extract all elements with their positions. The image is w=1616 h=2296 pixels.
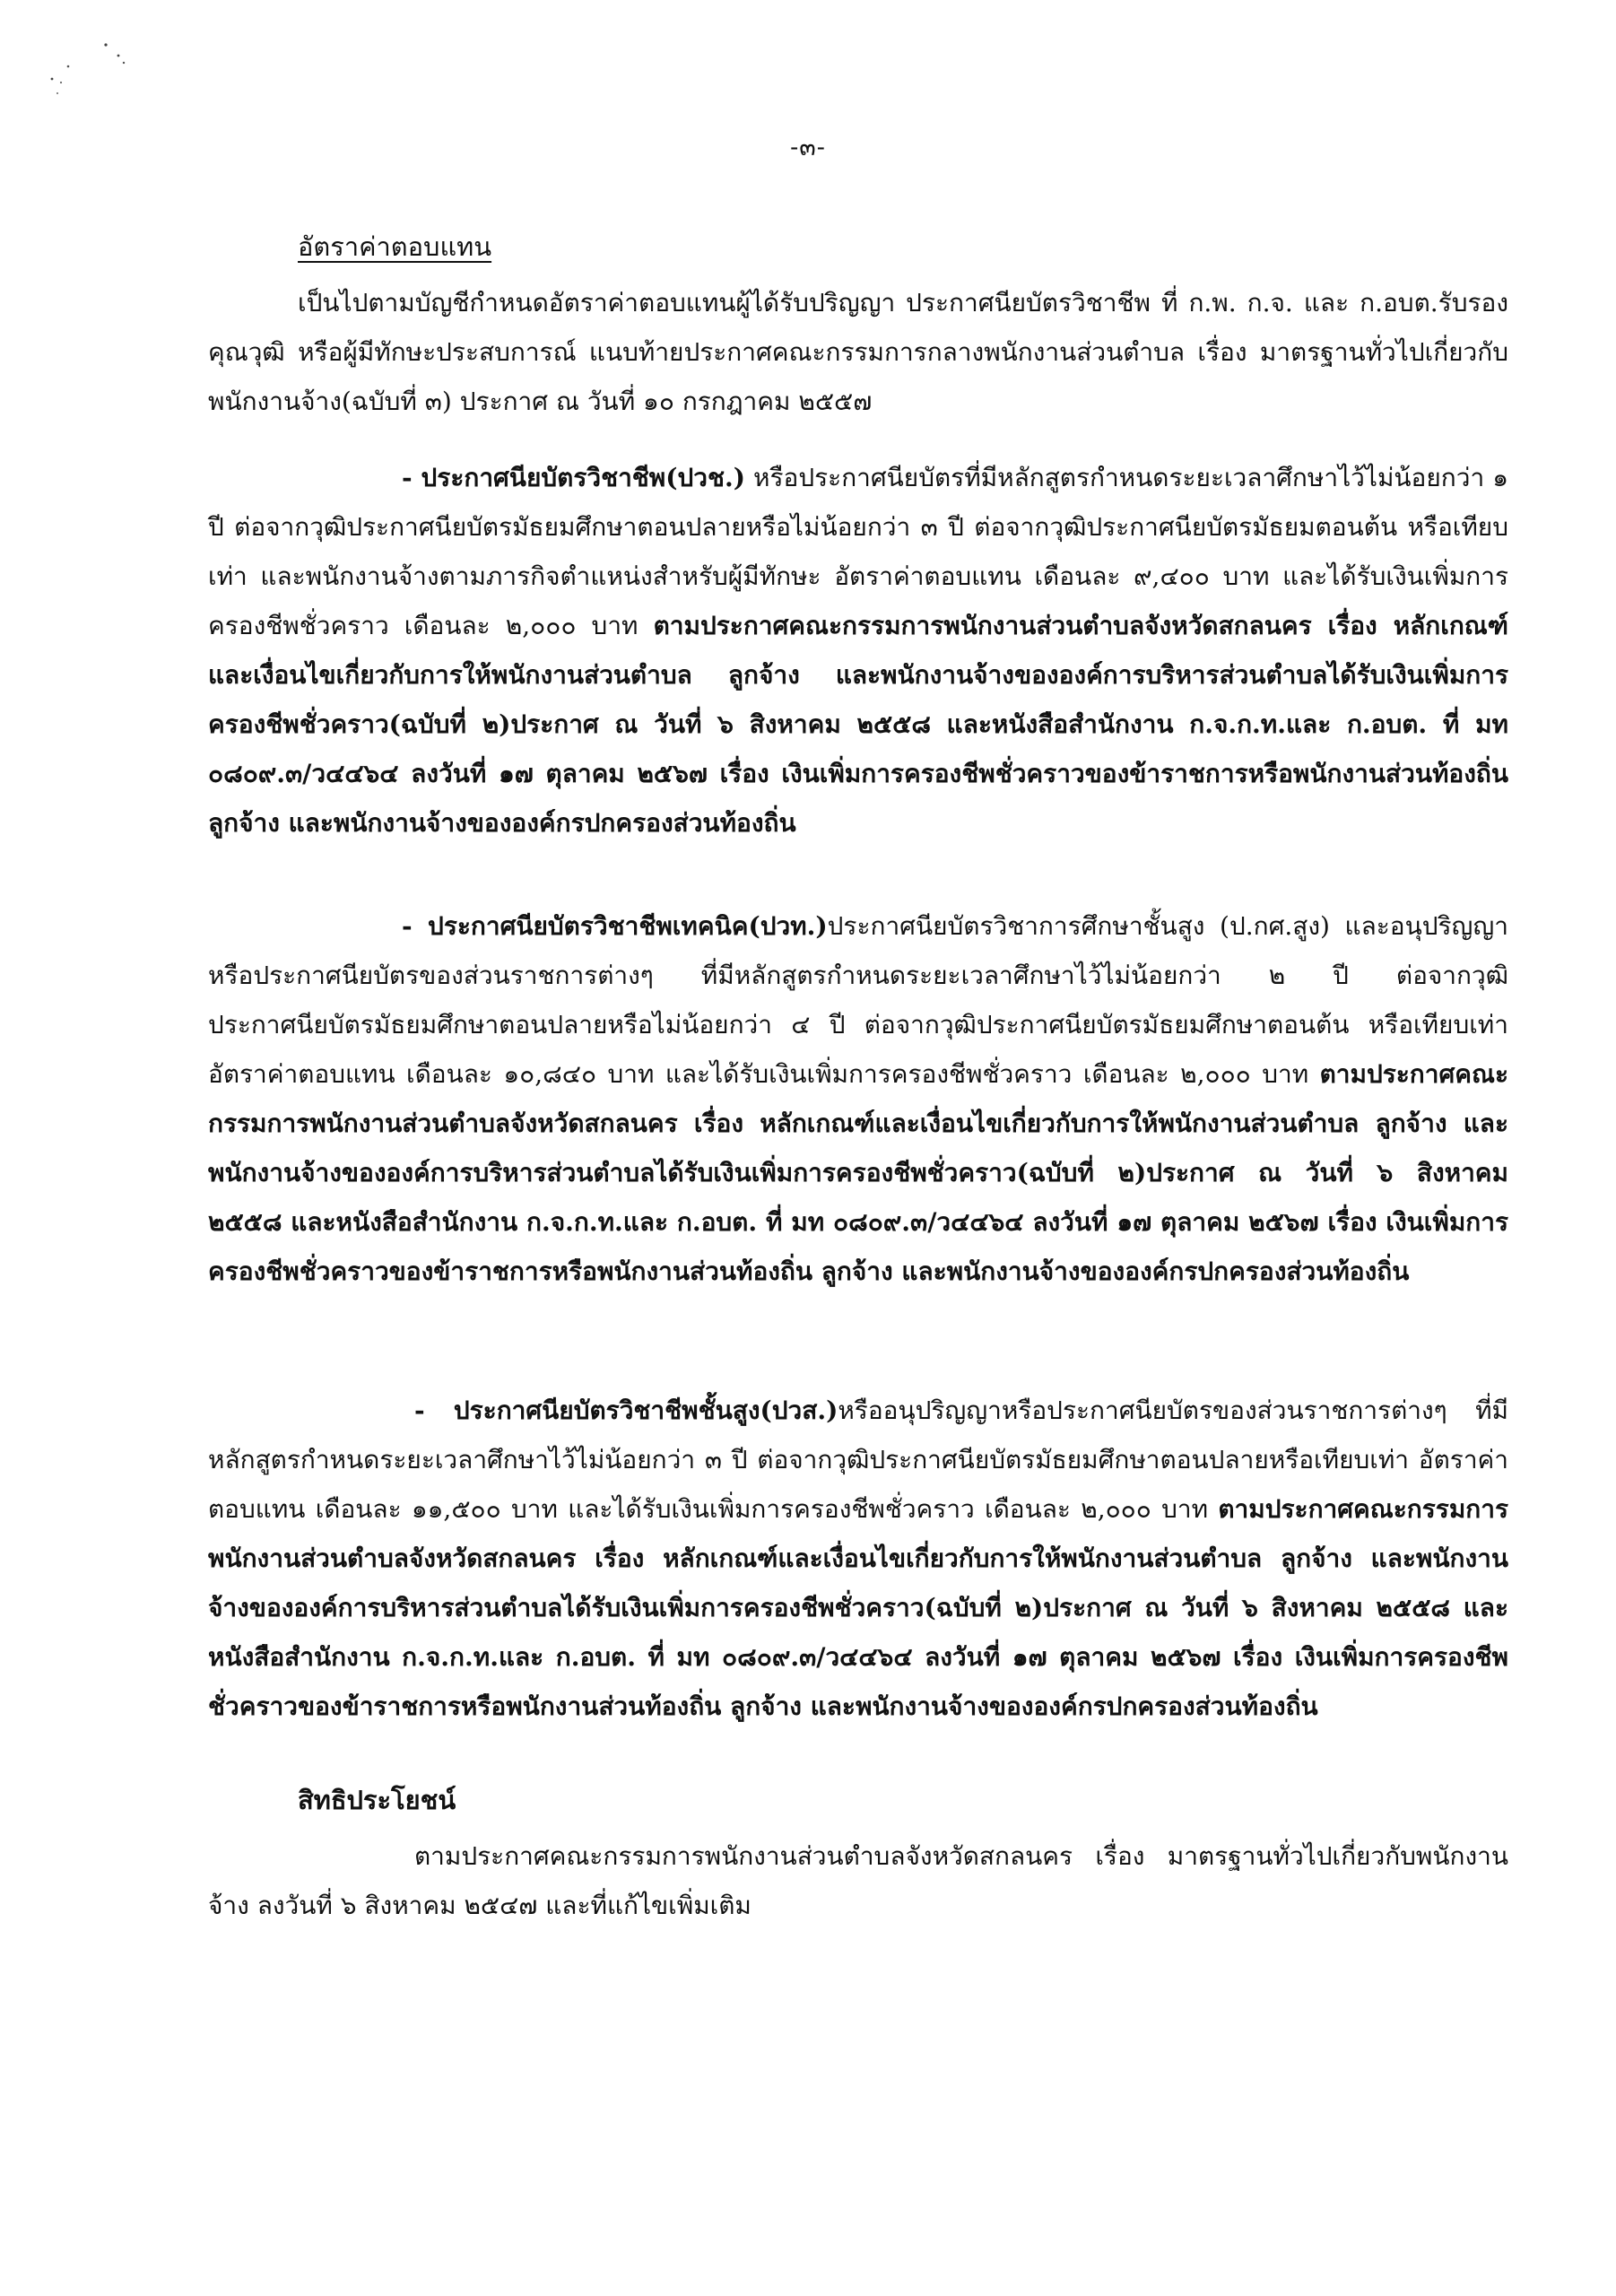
item-technical-vocational-certificate-announcement: ตามประกาศคณะกรรมการพนักงานส่วนตำบลจังหวัดสกลนคร เรื่อง หลักเกณฑ์และเงื่อนไขเกี่ยวกับการให้พนักงานส่วนตำบล ลูกจ้าง และพนักงานจ้างขององค์การบริหารส่วนตำบลได้รับเงินเพิ่มการครองชีพชั่วคราว(ฉบับที่ ๒)ประกาศ ณ วันที่ ๖ สิงหาคม ๒๕๕๘ และหนังสือสำนักงาน ก.จ.ก.ท.และ ก.อบต. ที่ มท ๐๘๐๙.๓/ว๔๔๖๔ ลงวันที่ ๑๗ ตุลาคม ๒๕๖๗ เรื่อง เงินเพิ่มการครองชีพชั่วคราวของข้าราชการหรือพนักงานส่วนท้องถิ่น ลูกจ้าง และพนักงานจ้างขององค์กรปกครองส่วนท้องถิ่น [208, 1059, 1508, 1286]
benefits-heading: สิทธิประโยชน์ [298, 1785, 456, 1815]
item-vocational-certificate [208, 453, 1508, 848]
item-technical-vocational-certificate-title: - ประกาศนียบัตรวิชาชีพเทคนิค(ปวท.) [402, 911, 828, 941]
item-higher-vocational-certificate-title: - ประกาศนียบัตรวิชาชีพชั้นสูง(ปวส.) [414, 1396, 838, 1425]
item-technical-vocational-certificate [208, 901, 1508, 1296]
item-technical-vocational-certificate-text: ประกาศนียบัตรวิชาการศึกษาชั้นสูง (ป.กศ.สูง) และอนุปริญญาหรือประกาศนียบัตรของส่วนราชการต่างๆ ที่มีหลักสูตรกำหนดระยะเวลาศึกษาไว้ไม่น้อยกว่า ๒ ปี ต่อจากวุฒิประกาศนียบัตรมัธยมศึกษาตอนปลายหรือไม่น้อยกว่า ๔ ปี ต่อจากวุฒิประกาศนียบัตรมัธยมศึกษาตอนต้น หรือเทียบเท่า อัตราค่าตอบแทน เดือนละ ๑๐,๘๔๐ บาท และได้รับเงินเพิ่มการครองชีพชั่วคราว เดือนละ ๒,๐๐๐ บาท [208, 911, 1508, 1089]
item-vocational-certificate-text: หรือประกาศนียบัตรที่มีหลักสูตรกำหนดระยะเวลาศึกษาไว้ไม่น้อยกว่า ๑ ปี ต่อจากวุฒิประกาศนียบัตรมัธยมศึกษาตอนปลายหรือไม่น้อยกว่า ๓ ปี ต่อจากวุฒิประกาศนียบัตรมัธยมตอนต้น หรือเทียบเท่า และพนักงานจ้างตามภารกิจตำแหน่งสำหรับผู้มีทักษะ อัตราค่าตอบแทน เดือนละ ๙,๔๐๐ บาท และได้รับเงินเพิ่มการครองชีพชั่วคราว เดือนละ ๒,๐๐๐ บาท [208, 463, 1508, 640]
compensation-heading [298, 222, 1508, 271]
item-vocational-certificate-announcement: ตามประกาศคณะกรรมการพนักงานส่วนตำบลจังหวัดสกลนคร เรื่อง หลักเกณฑ์และเงื่อนไขเกี่ยวกับการให้พนักงานส่วนตำบล ลูกจ้าง และพนักงานจ้างขององค์การบริหารส่วนตำบลได้รับเงินเพิ่มการครองชีพชั่วคราว(ฉบับที่ ๒)ประกาศ ณ วันที่ ๖ สิงหาคม ๒๕๕๘ และหนังสือสำนักงาน ก.จ.ก.ท.และ ก.อบต. ที่ มท ๐๘๐๙.๓/ว๔๔๖๔ ลงวันที่ ๑๗ ตุลาคม ๒๕๖๗ เรื่อง เงินเพิ่มการครองชีพชั่วคราวของข้าราชการหรือพนักงานส่วนท้องถิ่น ลูกจ้าง และพนักงานจ้างขององค์กรปกครองส่วนท้องถิ่น [208, 611, 1509, 838]
page-number: -๓- [790, 134, 826, 161]
document-body [208, 222, 1508, 1930]
scan-speck-marks [43, 39, 133, 102]
item-vocational-certificate-title: - ประกาศนียบัตรวิชาชีพ(ปวช.) [402, 463, 746, 492]
benefits-text: ตามประกาศคณะกรรมการพนักงานส่วนตำบลจังหวัดสกลนคร เรื่อง มาตรฐานทั่วไปเกี่ยวกับพนักงานจ้าง ลงวันที่ ๖ สิงหาคม ๒๕๔๗ และที่แก้ไขเพิ่มเติม [208, 1841, 1508, 1920]
compensation-heading-text: อัตราค่าตอบแทน [298, 231, 492, 262]
compensation-intro: เป็นไปตามบัญชีกำหนดอัตราค่าตอบแทนผู้ได้รับปริญญา ประกาศนียบัตรวิชาชีพ ที่ ก.พ. ก.จ. และ ก.อบต.รับรองคุณวุฒิ หรือผู้มีทักษะประสบการณ์ แนบท้ายประกาศคณะกรรมการกลางพนักงานส่วนตำบล เรื่อง มาตรฐานทั่วไปเกี่ยวกับพนักงานจ้าง(ฉบับที่ ๓) ประกาศ ณ วันที่ ๑๐ กรกฎาคม ๒๕๕๗ [208, 288, 1508, 416]
item-higher-vocational-certificate [208, 1386, 1508, 1731]
item-higher-vocational-certificate-announcement: ตามประกาศคณะกรรมการพนักงานส่วนตำบลจังหวัดสกลนคร เรื่อง หลักเกณฑ์และเงื่อนไขเกี่ยวกับการให้พนักงานส่วนตำบล ลูกจ้าง และพนักงานจ้างขององค์การบริหารส่วนตำบลได้รับเงินเพิ่มการครองชีพชั่วคราว(ฉบับที่ ๒)ประกาศ ณ วันที่ ๖ สิงหาคม ๒๕๕๘ และหนังสือสำนักงาน ก.จ.ก.ท.และ ก.อบต. ที่ มท ๐๘๐๙.๓/ว๔๔๖๔ ลงวันที่ ๑๗ ตุลาคม ๒๕๖๗ เรื่อง เงินเพิ่มการครองชีพชั่วคราวของข้าราชการหรือพนักงานส่วนท้องถิ่น ลูกจ้าง และพนักงานจ้างขององค์กรปกครองส่วนท้องถิ่น [208, 1494, 1508, 1721]
item-higher-vocational-certificate-text: หรืออนุปริญญาหรือประกาศนียบัตรของส่วนราชการต่างๆ ที่มีหลักสูตรกำหนดระยะเวลาศึกษาไว้ไม่น้อยกว่า ๓ ปี ต่อจากวุฒิประกาศนียบัตรมัธยมศึกษาตอนปลายหรือเทียบเท่า อัตราค่าตอบแทน เดือนละ ๑๑,๕๐๐ บาท และได้รับเงินเพิ่มการครองชีพชั่วคราว เดือนละ ๒,๐๐๐ บาท [208, 1396, 1508, 1524]
